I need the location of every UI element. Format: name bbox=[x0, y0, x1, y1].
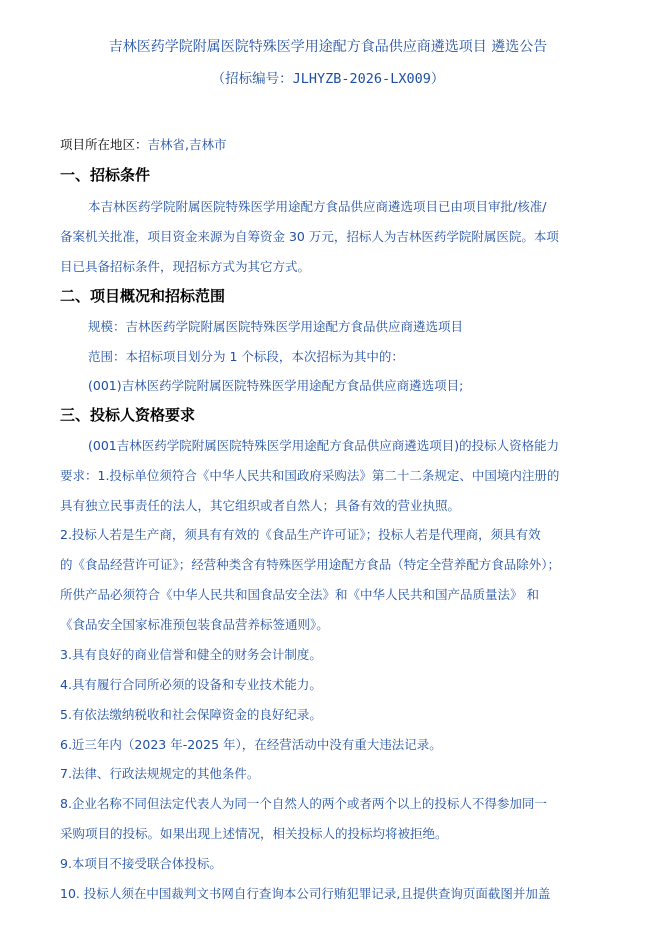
paragraph-line: 目已具备招标条件，现招标方式为其它方式。 bbox=[60, 259, 311, 274]
paragraph-line: 3.具有良好的商业信誉和健全的财务会计制度。 bbox=[60, 647, 322, 662]
paragraph-line: 的《食品经营许可证》；经营种类含有特殊医学用途配方食品（特定全营养配方食品除外）； bbox=[60, 557, 561, 572]
paragraph-line: 范围：本招标项目划分为 1 个标段，本次招标为其中的： bbox=[88, 349, 404, 364]
region-label: 项目所在地区： bbox=[60, 137, 148, 152]
paragraph-line: 《食品安全国家标准预包装食品营养标签通则》。 bbox=[60, 617, 329, 632]
paragraph-line: 备案机关批准，项目资金来源为自筹资金 30 万元，招标人为吉林医药学院附属医院。本项 bbox=[60, 229, 559, 244]
region-value: 吉林省,吉林市 bbox=[147, 137, 227, 152]
paragraph-line: 10. 投标人须在中国裁判文书网自行查询本公司行贿犯罪记录,且提供查询页面截图并加盖 bbox=[60, 886, 551, 901]
paragraph-line: 6.近三年内（2023 年-2025 年），在经营活动中没有重大违法记录。 bbox=[60, 737, 442, 752]
paragraph-line: 9.本项目不接受联合体投标。 bbox=[60, 856, 222, 871]
section-heading-bidder-qualification: 三、投标人资格要求 bbox=[60, 406, 196, 424]
paragraph-line: (001)吉林医药学院附属医院特殊医学用途配方食品供应商遴选项目; bbox=[88, 378, 464, 393]
paragraph-line: 要求：1.投标单位须符合《中华人民共和国政府采购法》第二十二条规定、中国境内注册的 bbox=[60, 468, 560, 483]
paragraph-line: 采购项目的投标。如果出现上述情况，相关投标人的投标均将被拒绝。 bbox=[60, 826, 448, 841]
paragraph-line: 2.投标人若是生产商，须具有有效的《食品生产许可证》；投标人若是代理商，须具有效 bbox=[60, 527, 541, 542]
paragraph-line: 4.具有履行合同所必须的设备和专业技术能力。 bbox=[60, 677, 322, 692]
tender-number: （招标编号：JLHYZB-2026-LX009） bbox=[211, 71, 445, 87]
paragraph-line: 所供产品必须符合《中华人民共和国食品安全法》和《中华人民共和国产品质量法》 和 bbox=[60, 587, 539, 602]
paragraph-line: 本吉林医药学院附属医院特殊医学用途配方食品供应商遴选项目已由项目审批/核准/ bbox=[88, 199, 547, 214]
paragraph-line: 5.有依法缴纳税收和社会保障资金的良好纪录。 bbox=[60, 707, 322, 722]
project-region bbox=[60, 136, 600, 154]
paragraph-line: 具有独立民事责任的法人，其它组织或者自然人；具备有效的营业执照。 bbox=[60, 498, 461, 513]
section-heading-project-scope: 二、项目概况和招标范围 bbox=[60, 287, 226, 305]
document-title: 吉林医药学院附属医院特殊医学用途配方食品供应商遴选项目 遴选公告 bbox=[108, 39, 548, 55]
section-heading-bidding-conditions: 一、招标条件 bbox=[60, 166, 151, 184]
paragraph-line: (001吉林医药学院附属医院特殊医学用途配方食品供应商遴选项目)的投标人资格能力 bbox=[88, 438, 560, 453]
paragraph-line: 7.法律、行政法规规定的其他条件。 bbox=[60, 766, 260, 781]
paragraph-line: 8.企业名称不同但法定代表人为同一个自然人的两个或者两个以上的投标人不得参加同一 bbox=[60, 796, 547, 811]
paragraph-line: 规模：吉林医药学院附属医院特殊医学用途配方食品供应商遴选项目 bbox=[88, 319, 464, 334]
